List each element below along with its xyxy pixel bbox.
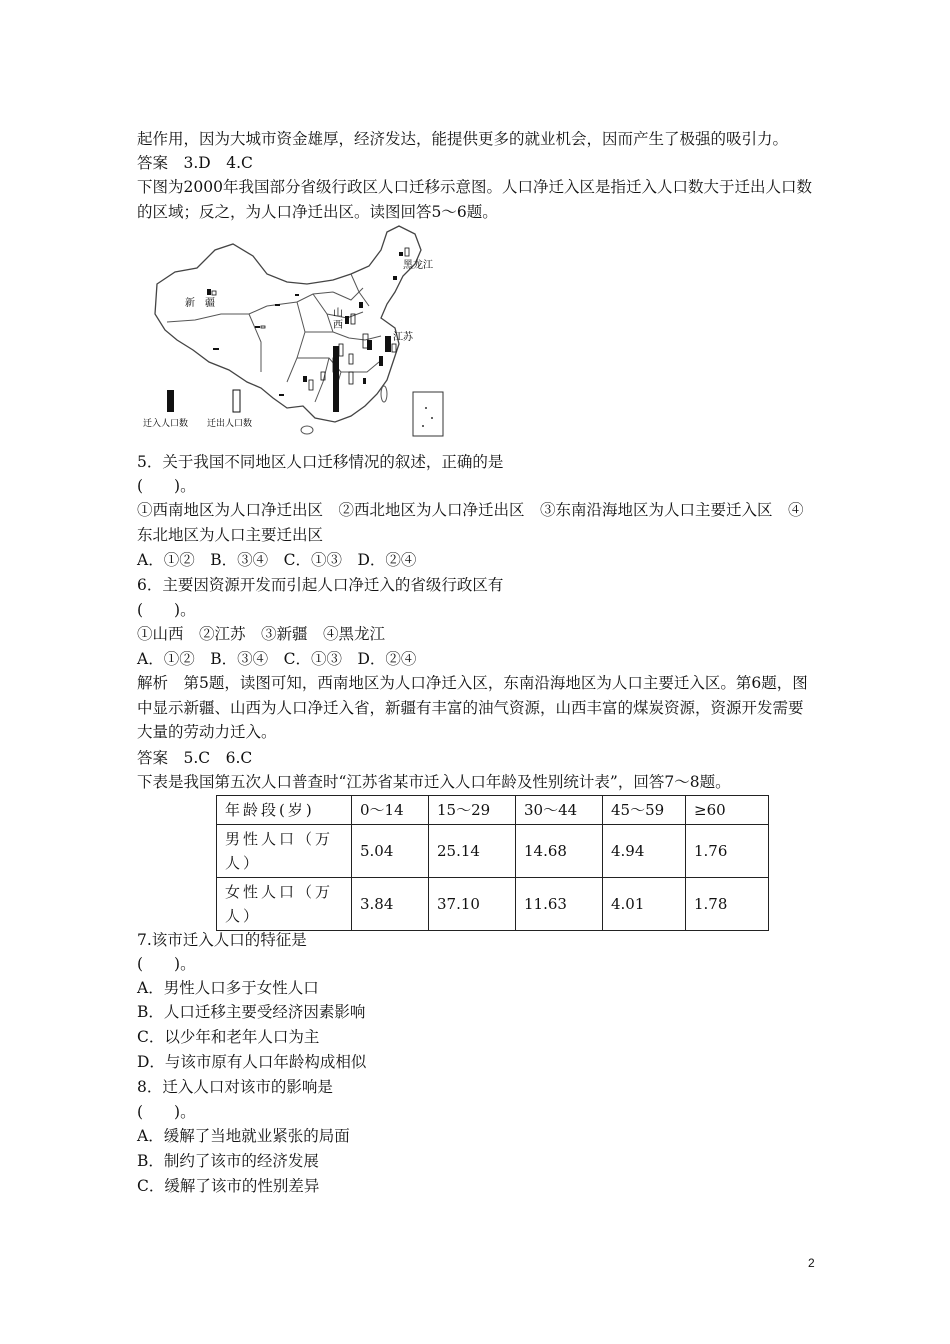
- legend-out-label: 迁出人口数: [207, 419, 253, 429]
- china-migration-map: [137, 222, 457, 444]
- migration-stats-table: [216, 795, 769, 931]
- text-line: 起作用，因为大城市资金雄厚，经济发达，能提供更多的就业机会，因而产生了极强的吸引力。: [137, 130, 789, 148]
- table-header-cell: 30～44: [516, 796, 603, 825]
- table-header-cell: 15～29: [429, 796, 516, 825]
- question-7-blank: ( )。: [137, 955, 196, 973]
- row-label: 男性人口（万人）: [217, 825, 352, 878]
- question-7: 7.该市迁入人口的特征是: [137, 931, 307, 949]
- question-6: 6．主要因资源开发而引起人口净迁入的省级行政区有: [137, 576, 504, 594]
- table-header-cell: 年龄段(岁): [217, 796, 352, 825]
- label-jiangsu: 江苏: [393, 332, 413, 343]
- question-8-option-c: C．缓解了该市的性别差异: [137, 1177, 320, 1195]
- question-5-options: ①西南地区为人口净迁出区 ②西北地区为人口净迁出区 ③东南沿海地区为人口主要迁入区 ④东北地区为人口主要迁出区: [137, 501, 804, 544]
- table-intro: 下表是我国第五次人口普查时“江苏省某市迁入人口年龄及性别统计表”，回答7～8题。: [137, 773, 731, 791]
- question-5-blank: ( )。: [137, 477, 196, 495]
- question-7-option-c: C．以少年和老年人口为主: [137, 1028, 320, 1046]
- question-7-option-a: A．男性人口多于女性人口: [137, 979, 319, 997]
- table-cell: 4.94: [603, 825, 686, 878]
- table-cell: 3.84: [352, 878, 429, 931]
- question-5-choices: A．①② B．③④ C．①③ D．②④: [137, 551, 417, 569]
- table-cell: 37.10: [429, 878, 516, 931]
- page-number: 2: [808, 1256, 815, 1270]
- question-5: 5．关于我国不同地区人口迁移情况的叙述，正确的是: [137, 453, 504, 471]
- legend-in-label: 迁入人口数: [143, 419, 189, 429]
- table-cell: 1.78: [686, 878, 769, 931]
- question-8-blank: ( )。: [137, 1103, 196, 1121]
- table-cell: 1.76: [686, 825, 769, 878]
- question-8: 8．迁入人口对该市的影响是: [137, 1078, 333, 1096]
- answer-5-6: 答案 5.C 6.C: [137, 749, 253, 767]
- table-header-cell: 0～14: [352, 796, 429, 825]
- question-7-option-d: D．与该市原有人口年龄构成相似: [137, 1053, 367, 1071]
- label-heilongjiang: 黑龙江: [403, 260, 433, 271]
- answer-3-4: 答案 3.D 4.C: [137, 154, 253, 172]
- analysis-paragraph: 解析 第5题，读图可知，西南地区为人口净迁入区，东南沿海地区为人口主要迁入区。第6题，图中显示新疆、山西为人口净迁入省，新疆有丰富的油气资源，山西丰富的煤炭资源，资源开发需要大量的劳动力迁入。: [137, 674, 808, 742]
- question-6-choices: A．①② B．③④ C．①③ D．②④: [137, 650, 417, 668]
- question-6-blank: ( )。: [137, 601, 196, 619]
- question-7-option-b: B．人口迁移主要受经济因素影响: [137, 1003, 366, 1021]
- question-8-option-b: B．制约了该市的经济发展: [137, 1152, 319, 1170]
- table-cell: 4.01: [603, 878, 686, 931]
- label-xinjiang: 新 疆: [185, 298, 215, 309]
- question-6-options: ①山西 ②江苏 ③新疆 ④黑龙江: [137, 625, 386, 643]
- table-cell: 11.63: [516, 878, 603, 931]
- table-header-cell: 45～59: [603, 796, 686, 825]
- table-cell: 5.04: [352, 825, 429, 878]
- table-cell: 14.68: [516, 825, 603, 878]
- label-shanxi-1: 山: [333, 308, 343, 319]
- table-row: [217, 825, 769, 878]
- table-header-cell: ≥60: [686, 796, 769, 825]
- table-cell: 25.14: [429, 825, 516, 878]
- intro-paragraph: 下图为2000年我国部分省级行政区人口迁移示意图。人口净迁入区是指迁入人口数大于迁出人口数的区域；反之，为人口净迁出区。读图回答5～6题。: [137, 178, 812, 221]
- table-header-row: [217, 796, 769, 825]
- row-label: 女性人口（万人）: [217, 878, 352, 931]
- label-shanxi-2: 西: [333, 320, 343, 331]
- table-row: [217, 878, 769, 931]
- question-8-option-a: A．缓解了当地就业紧张的局面: [137, 1127, 350, 1145]
